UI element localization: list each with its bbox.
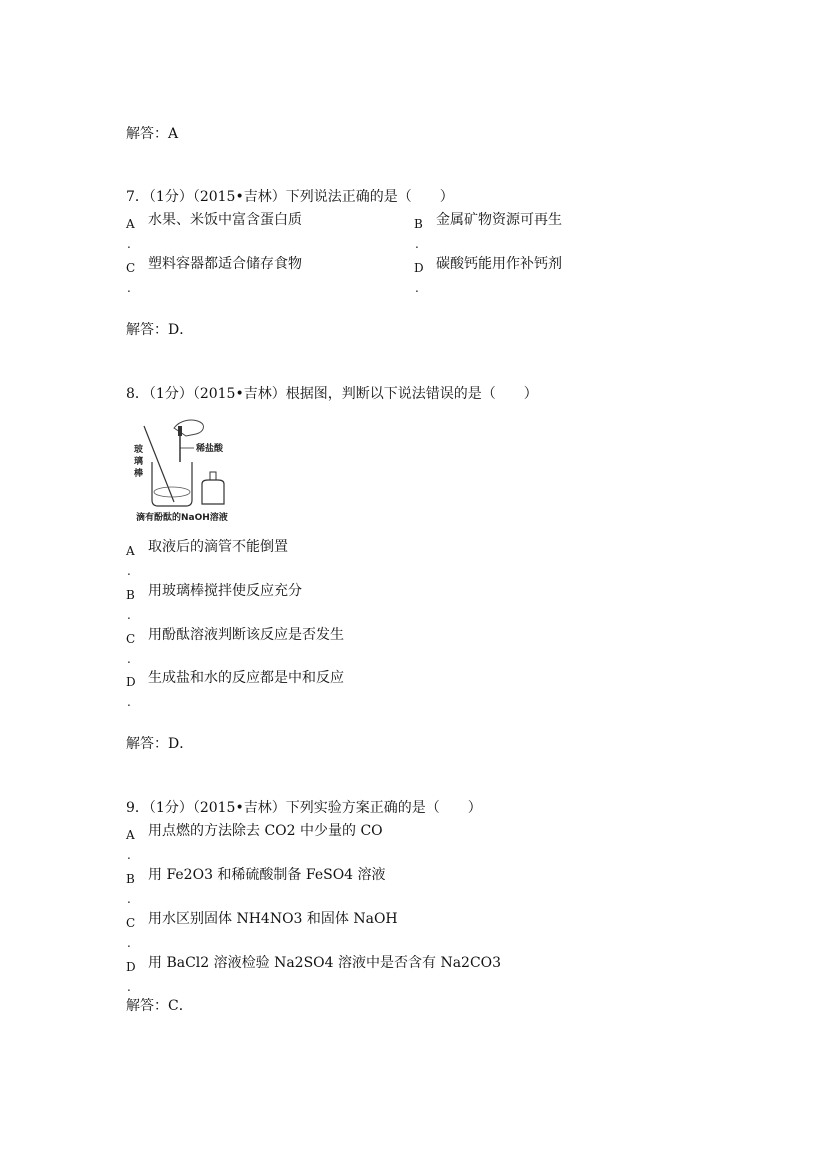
answer-7: 解答：D． (126, 322, 194, 338)
q7-option-b-text: 金属矿物资源可再生 (436, 212, 562, 228)
q8-option-a-text: 取液后的滴管不能倒置 (148, 539, 288, 555)
label-rod-3: 棒 (134, 469, 144, 479)
glass-rod (144, 426, 174, 502)
q9-option-c-text: 用水区别固体 NH4NO3 和固体 NaOH (148, 911, 398, 927)
answer-9: 解答：C． (126, 998, 193, 1014)
beaker (152, 462, 192, 506)
q7-option-a-dot: . (127, 237, 131, 251)
lab-figure (130, 418, 250, 526)
question-9-stem: 9．（1分）（2015•吉林）下列实验方案正确的是（ ） (126, 800, 482, 816)
q9-option-b-dot: . (127, 892, 131, 906)
answer-8: 解答：D． (126, 736, 194, 752)
dropper-bulb (178, 426, 182, 436)
q8-option-d-letter: D (126, 675, 136, 689)
q8-option-a-letter: A (126, 544, 135, 558)
q8-option-d-text: 生成盐和水的反应都是中和反应 (148, 670, 344, 686)
q7-option-a-text: 水果、米饭中富含蛋白质 (148, 212, 302, 228)
q9-option-c-dot: . (127, 936, 131, 950)
q9-option-a-text: 用点燃的方法除去 CO2 中少量的 CO (148, 823, 383, 839)
reagent-bottle (202, 480, 224, 504)
answer-6: 解答：A (126, 126, 179, 142)
q9-option-a-letter: A (126, 828, 135, 842)
q9-option-d-letter: D (126, 960, 136, 974)
bottle-neck (210, 472, 216, 480)
q9-option-c-letter: C (126, 916, 136, 930)
lab-figure-drawing (130, 418, 250, 526)
q7-option-c-dot: . (127, 281, 131, 295)
q8-option-b-dot: . (127, 608, 131, 622)
q9-option-a-dot: . (127, 848, 131, 862)
q7-option-d-dot: . (415, 281, 419, 295)
q7-option-a-letter: A (126, 217, 135, 231)
q9-option-b-letter: B (126, 872, 135, 886)
q7-option-b-dot: . (415, 237, 419, 251)
label-solution: 滴有酚酞的NaOH溶液 (136, 513, 228, 523)
q8-option-b-letter: B (126, 588, 135, 602)
q7-option-b-letter: B (414, 217, 423, 231)
q8-option-d-dot: . (127, 695, 131, 709)
q9-option-d-dot: . (127, 980, 131, 994)
label-rod-1: 玻 (134, 445, 144, 455)
q8-option-c-text: 用酚酞溶液判断该反应是否发生 (148, 627, 344, 643)
question-7-stem: 7．（1分）（2015•吉林）下列说法正确的是（ ） (126, 189, 454, 205)
q9-option-b-text: 用 Fe2O3 和稀硫酸制备 FeSO4 溶液 (148, 867, 386, 883)
q7-option-c-letter: C (126, 261, 136, 275)
label-rod-2: 璃 (134, 457, 144, 467)
q8-option-c-dot: . (127, 652, 131, 666)
q7-option-d-text: 碳酸钙能用作补钙剂 (436, 256, 562, 272)
q7-option-d-letter: D (414, 261, 424, 275)
question-8-stem: 8．（1分）（2015•吉林）根据图，判断以下说法错误的是（ ） (126, 386, 538, 402)
q8-option-c-letter: C (126, 632, 136, 646)
label-acid: 稀盐酸 (196, 444, 224, 454)
q9-option-d-text: 用 BaCl2 溶液检验 Na2SO4 溶液中是否含有 Na2CO3 (148, 955, 502, 971)
q7-option-c-text: 塑料容器都适合储存食物 (148, 256, 302, 272)
q8-option-b-text: 用玻璃棒搅拌使反应充分 (148, 583, 302, 599)
q8-option-a-dot: . (127, 564, 131, 578)
